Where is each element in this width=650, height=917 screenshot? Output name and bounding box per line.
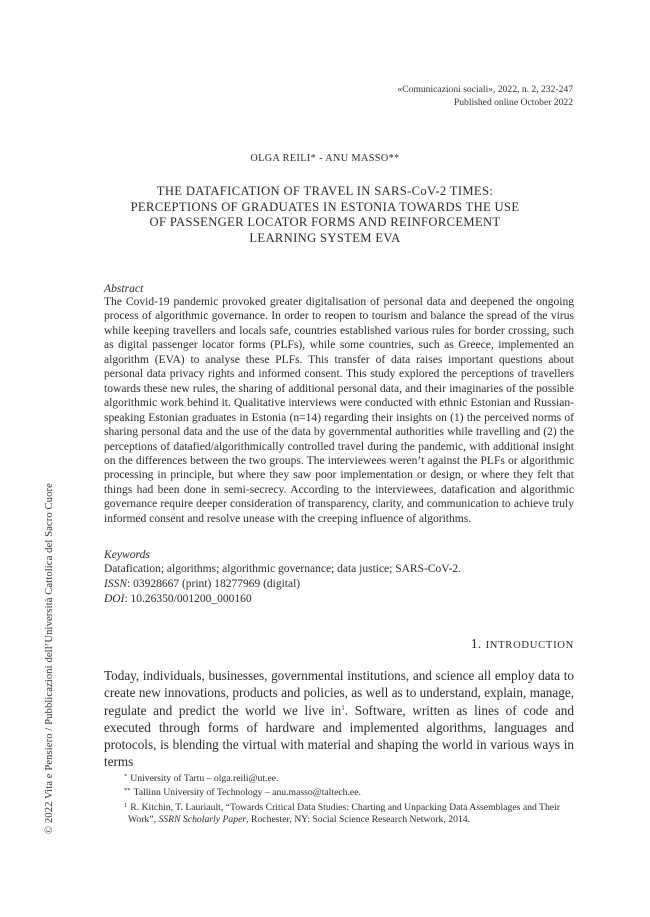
footnote-ref: 1: [341, 703, 345, 712]
footnote-text-a: R. Kitchin, T. Lauriault, “Towards Critical Data Studies: Charting and Unpacking Data Assemblages and Their Work”,: [128, 801, 561, 825]
issn-label: ISSN: [104, 578, 127, 590]
footnote-author-1: [104, 771, 574, 785]
issn-value: : 03928667 (print) 18277969 (digital): [127, 578, 301, 590]
body-text-end: . Software, written as lines of code and executed through forms of hardware and implemented algorithms, languages and protocols, is blending the virtual with material and shaping the world in various ways in terms: [104, 702, 574, 770]
footnote-mark: **: [124, 787, 131, 795]
copyright-text: © 2022 Vita e Pensiero / Pubblicazioni dell’Università Cattolica del Sacro Cuore: [44, 483, 55, 834]
doi-line: [104, 593, 252, 605]
footnote-source-title: SSRN Scholarly Paper: [158, 813, 247, 825]
publication-date: Published online October 2022: [453, 96, 573, 108]
footnote-text-b: , Rochester, NY: Social Science Research Network, 2014.: [246, 813, 471, 825]
section-number: 1.: [470, 636, 482, 651]
section-heading: [471, 636, 574, 652]
issn-line: [104, 578, 300, 590]
body-paragraph: [104, 667, 574, 771]
section-title: INTRODUCTION: [485, 640, 574, 651]
footnote-text: University of Tartu – olga.reili@ut.ee.: [130, 773, 279, 784]
footnote-text: Tallinn University of Technology – anu.masso@taltech.ee.: [133, 787, 361, 799]
title-line: LEARNING SYSTEM EVA: [249, 230, 401, 245]
title-line: OF PASSENGER LOCATOR FORMS AND REINFORCEMENT: [149, 215, 501, 230]
doi-value: : 10.26350/001200_000160: [124, 593, 252, 605]
keywords-heading: Keywords: [104, 548, 150, 561]
title-line: PERCEPTIONS OF GRADUATES IN ESTONIA TOWARDS THE USE: [130, 199, 520, 214]
body-text-start: Today, individuals, businesses, governmental institutions, and science all employ data to create new innovations, products and policies, as well as to understand, explain, manage, regulate and predict the world we live in: [104, 668, 574, 718]
footnotes: [104, 771, 574, 826]
keywords-text: Datafication; algorithms; algorithmic governance; data justice; SARS-CoV-2.: [104, 563, 461, 575]
footnote-reference-1: [104, 800, 574, 827]
journal-info: [397, 84, 573, 110]
abstract-heading: Abstract: [104, 282, 144, 295]
article-title: [95, 184, 555, 246]
abstract-text: The Covid-19 pandemic provoked greater digitalisation of personal data and deepened the ongoing process of algorithmic governance. In order to reopen to tourism and balance the spread of the virus while keeping travellers and locals safe, countries established various rules for border crossing, such as digital passenger locator forms (PLFs), while some countries, such as Greece, implemented an algorithm (EVA) to analyse these PLFs. This transfer of data raises important questions about personal data privacy rights and informed consent. This study explored the perceptions of travellers towards these new rules, the sharing of additional personal data, and their imaginaries of the possible algorithmic work behind it. Qualitative interviews were conducted with ethnic Estonian and Russian-speaking Estonian graduates in Estonia (n=14) regarding their insights on (1) the perceived norms of sharing personal data and the use of the data by governmental authorities while travelling and (2) the perceptions of datafied/algorithmically controlled travel during the pandemic, with additional insight on the differences between the two groups. The interviewees weren’t against the PLFs or algorithmic processing in principle, but where they saw poor implementation or design, or where they felt that things had been done in semi-secrecy. According to the interviewees, datafication and algorithmic governance require deeper consideration of transparency, clarity, and communication to achieve truly informed consent and resolve unease with the creeping influence of algorithms.: [104, 296, 574, 525]
footnote-mark: *: [124, 773, 128, 780]
footnote-author-2: [104, 785, 574, 799]
footnote-mark: 1: [124, 801, 128, 809]
authors: OLGA REILI* - ANU MASSO**: [250, 153, 400, 164]
title-line: THE DATAFICATION OF TRAVEL IN SARS-CoV-2 TIMES:: [156, 184, 494, 198]
journal-citation: «Comunicazioni sociali», 2022, n. 2, 232-247: [397, 84, 573, 95]
doi-label: DOI: [104, 593, 125, 605]
